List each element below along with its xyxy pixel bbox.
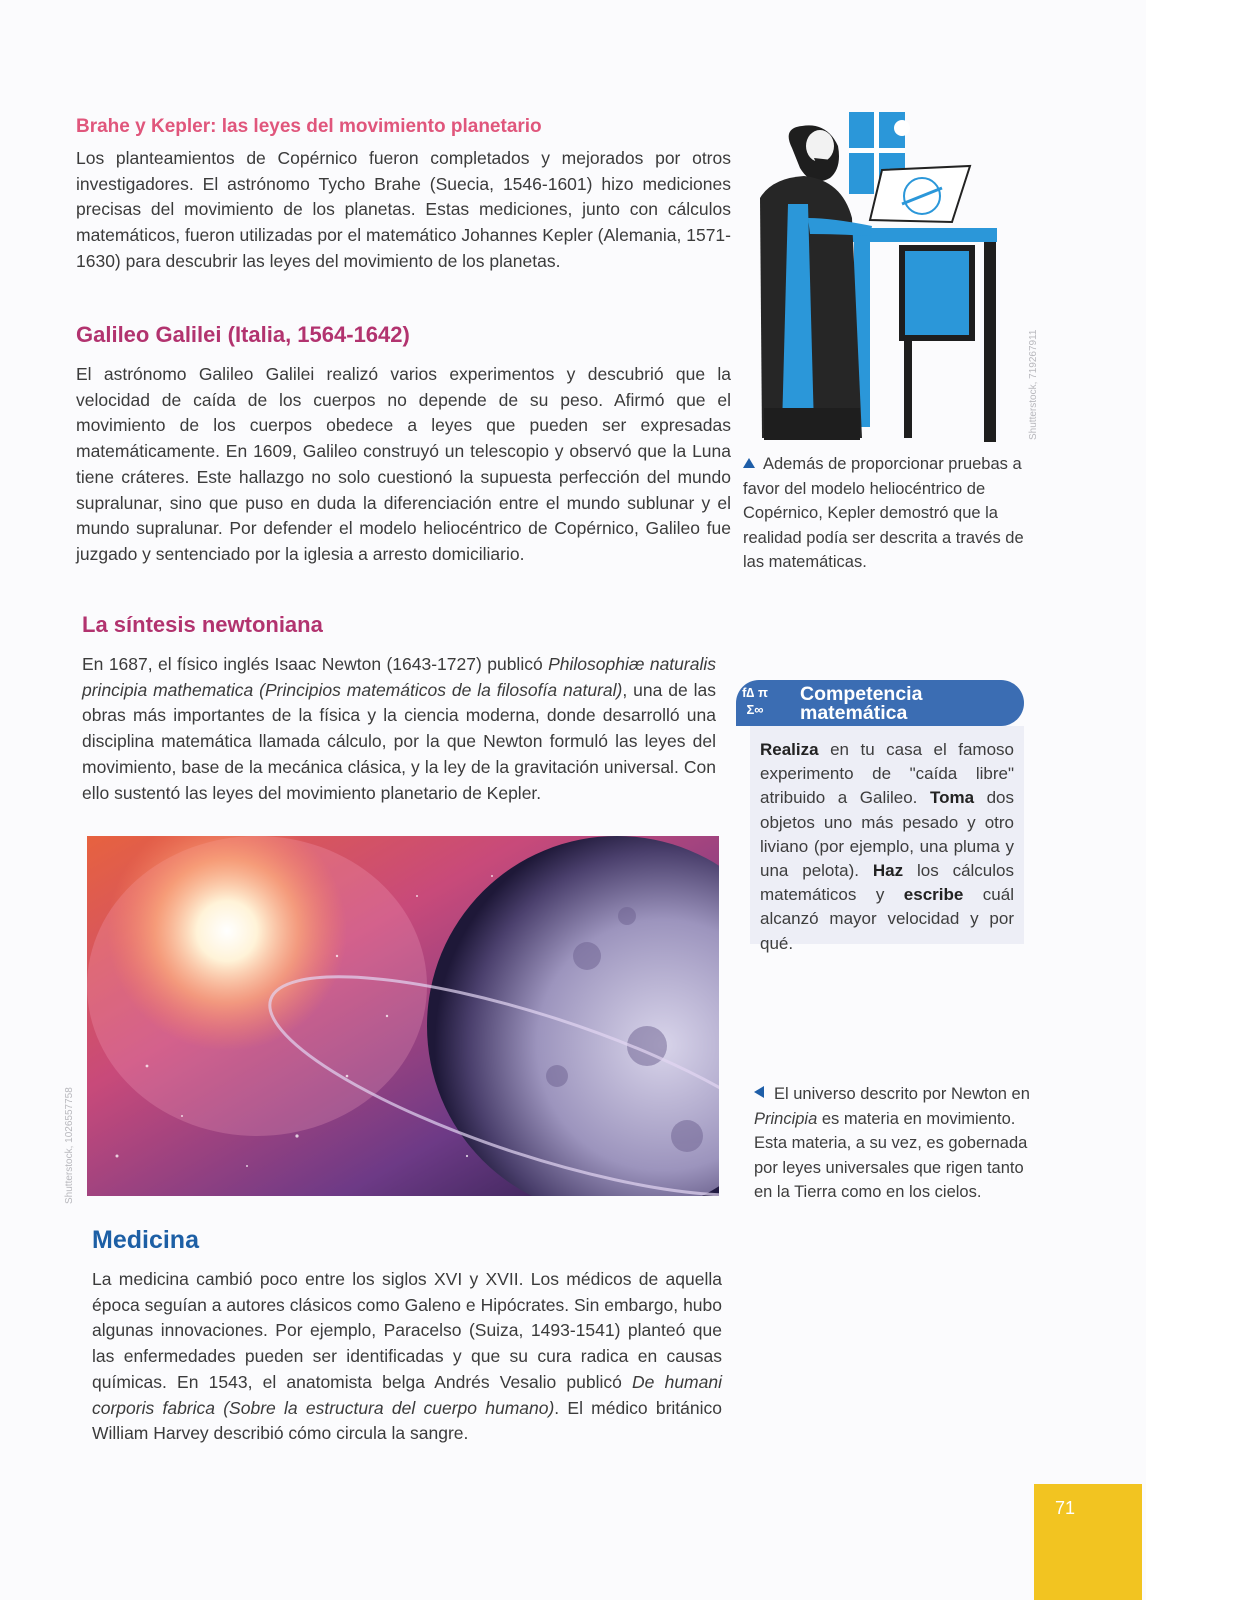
body-text: . El médico británico William Harvey describió cómo circula la sangre. bbox=[92, 1397, 722, 1444]
activity-text: cuál alcanzó mayor velocidad y por qué. bbox=[760, 885, 1014, 953]
section-body: Los planteamientos de Copérnico fueron completados y mejorados por otros investigadores. El astrónomo Tycho Brahe (Suecia, 1546-1601) hizo mediciones precisas del movimiento de los planetas. Estas mediciones, junto con cálculos matemáticos, fueron utilizadas por el matemático Johannes Kepler (Alemania, 1571-1630) para descubrir las leyes del movimiento de los planetas. bbox=[76, 148, 731, 271]
activity-text: dos objetos uno más pesado y otro liviano (por ejemplo, una pluma y una pelota). bbox=[760, 788, 1014, 881]
title-line: matemática bbox=[800, 702, 908, 724]
triangle-left-icon bbox=[754, 1086, 764, 1098]
caption-italic: Principia bbox=[754, 1109, 818, 1128]
action-verb: Haz bbox=[872, 861, 904, 881]
section-galileo bbox=[76, 322, 731, 568]
section-heading: Galileo Galilei (Italia, 1564-1642) bbox=[76, 322, 410, 347]
illustration-credit: Shutterstock, 719267911 bbox=[1028, 329, 1039, 440]
math-symbols-icon: f∆ π Σ∞ bbox=[742, 685, 768, 717]
section-body bbox=[92, 1267, 722, 1447]
section-heading: Medicina bbox=[92, 1226, 199, 1254]
space-illustration bbox=[87, 836, 719, 1196]
newton-caption bbox=[754, 1082, 1034, 1205]
activity-text: en tu casa el famoso experimento de "caída libre" atribuido a Galileo. bbox=[760, 740, 1014, 808]
space-image-credit: Shutterstock, 1026557758 bbox=[64, 1087, 75, 1204]
action-verb: Toma bbox=[929, 788, 975, 808]
competencia-body bbox=[750, 726, 1024, 953]
section-newton bbox=[82, 612, 716, 806]
space-image bbox=[87, 836, 719, 1196]
competencia-title bbox=[800, 685, 922, 723]
body-text: La medicina cambió poco entre los siglos XVI y XVII. Los médicos de aquella época seguían a autores clásicos como Galeno e Hipócrates. Sin embargo, hubo algunas innovaciones. Por ejemplo, Paracelso (Suiza, 1493-1541) planteó que las enfermedades pueden ser identificadas y que su cura radica en causas químicas. En 1543, el anatomista belga Andrés Vesalio publicó bbox=[92, 1269, 722, 1392]
section-heading: Brahe y Kepler: las leyes del movimiento planetario bbox=[76, 116, 542, 137]
triangle-up-icon bbox=[743, 458, 755, 468]
book-title: De humani corporis fabrica (Sobre la estructura del cuerpo humano) bbox=[92, 1371, 722, 1418]
page-number-tab bbox=[1034, 1484, 1142, 1600]
activity-text: los cálculos matemáticos y bbox=[760, 861, 1014, 905]
action-verb: escribe bbox=[903, 885, 964, 905]
kepler-caption bbox=[743, 452, 1033, 575]
section-medicina bbox=[92, 1226, 722, 1447]
competencia-header bbox=[736, 680, 1024, 726]
page-number: 71 bbox=[1055, 1498, 1076, 1518]
caption-text: es materia en movimiento. Esta materia, a su vez, es gobernada por leyes universales que rigen tanto en la Tierra como en los cielos. bbox=[754, 1109, 1028, 1201]
section-brahe-kepler bbox=[76, 116, 731, 275]
section-heading: La síntesis newtoniana bbox=[82, 612, 323, 637]
page-margin-strip bbox=[1146, 0, 1236, 1600]
caption-text: Además de proporcionar pruebas a favor del modelo heliocéntrico de Copérnico, Kepler demostró que la realidad podía ser descrita a través de las matemáticas. bbox=[743, 455, 1024, 571]
action-verb: Realiza bbox=[760, 740, 819, 759]
competencia-text bbox=[760, 738, 1014, 956]
section-body: El astrónomo Galileo Galilei realizó varios experimentos y descubrió que la velocidad de caída de los cuerpos no depende de su peso. Afirmó que el movimiento de los cuerpos obedece a leyes que pueden ser expresadas matemáticamente. En 1609, Galileo construyó un telescopio y observó que la Luna tiene cráteres. Este hallazgo no solo cuestionó la supuesta perfección del mundo supralunar, sino que puso en duda la diferenciación entre el mundo sublunar y el mundo supralunar. Por defender el modelo heliocéntrico de Copérnico, Galileo fue juzgado y sentenciado por la iglesia a arresto domiciliario. bbox=[76, 364, 731, 564]
competencia-box bbox=[736, 680, 1026, 953]
book-title: Philosophiæ naturalis principia mathematica (Principios matemáticos de la filosofía natural) bbox=[82, 654, 716, 700]
kepler-figure bbox=[752, 108, 1002, 444]
section-body bbox=[82, 652, 716, 806]
caption-text: El universo descrito por Newton en bbox=[774, 1085, 1030, 1103]
body-text: , una de las obras más importantes de la física y la ciencia moderna, donde desarrolló una disciplina matemática llamada cálculo, por la que Newton formuló las leyes del movimiento, base de la mecánica clásica, y la ley de la gravitación universal. Con ello sustentó las leyes del movimiento planetario de Kepler. bbox=[82, 679, 716, 803]
body-text: En 1687, el físico inglés Isaac Newton (1643-1727) publicó bbox=[82, 654, 549, 674]
kepler-illustration bbox=[752, 108, 1002, 444]
title-line: Competencia bbox=[800, 683, 923, 705]
